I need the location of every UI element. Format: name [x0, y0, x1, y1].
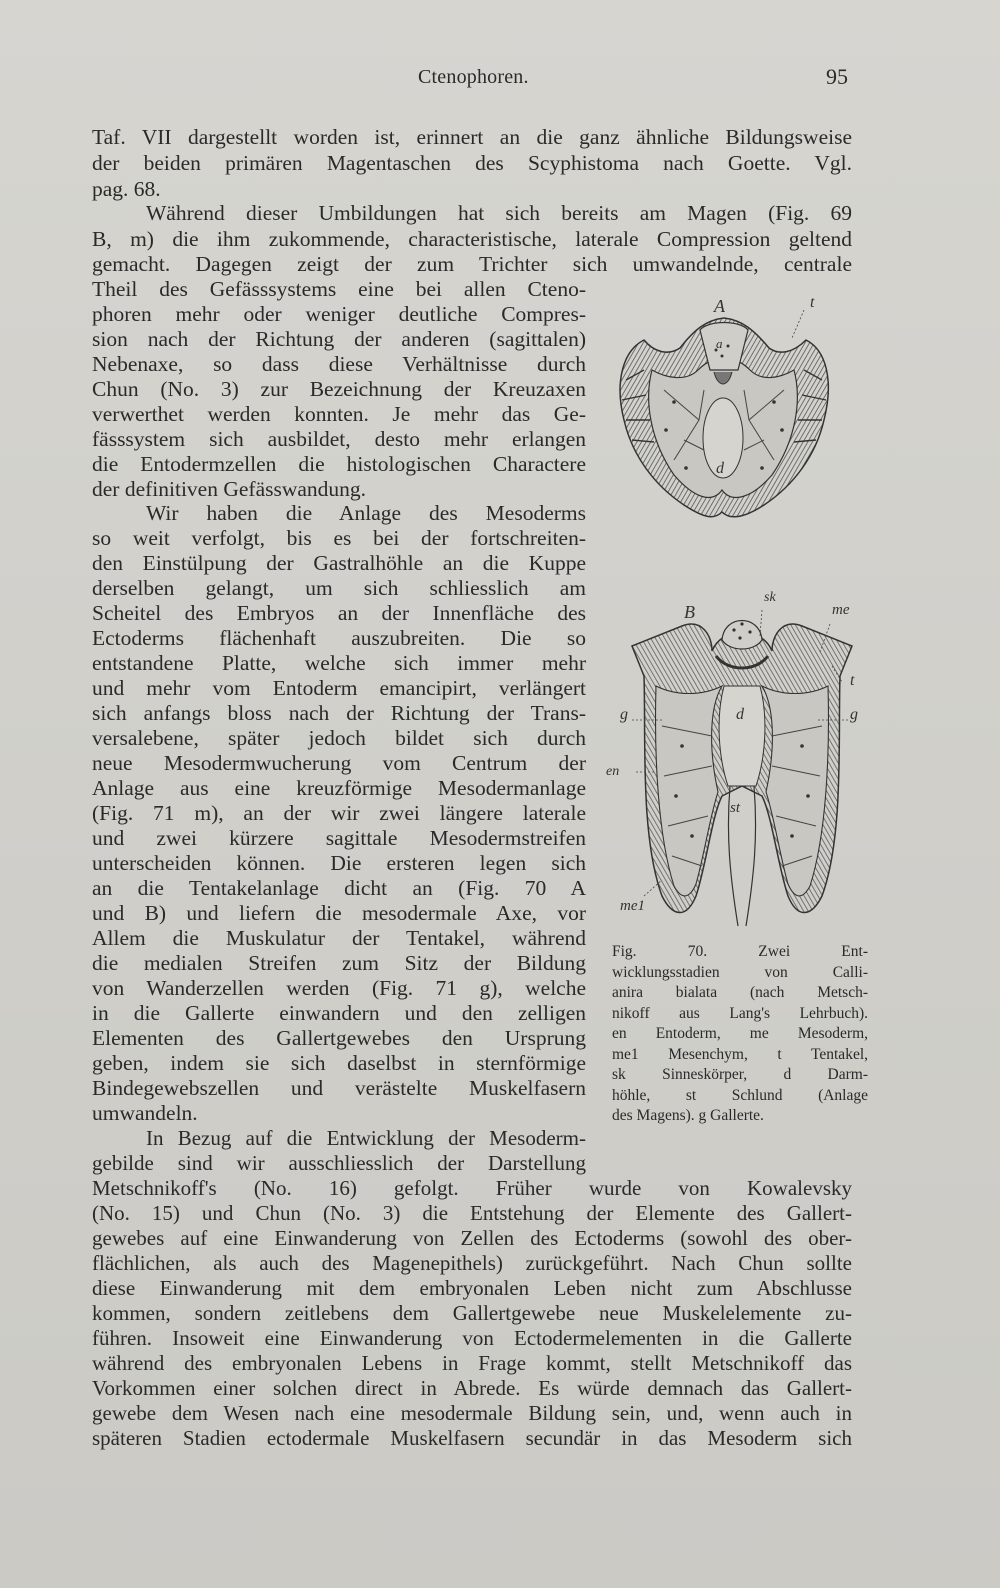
label-me: me — [832, 602, 850, 618]
label-g-right: g — [850, 706, 858, 723]
text-line: so weit verfolgt, bis es bei der fortschreiten- — [92, 526, 586, 550]
caption-line: anira bialata (nach Metsch- — [612, 984, 868, 1001]
figure-70-b-drawing — [612, 596, 874, 932]
figure-70-a-drawing — [604, 290, 844, 530]
text-line: Scheitel des Embryos an der Innenfläche des — [92, 601, 586, 625]
caption-line: nikoff aus Lang's Lehrbuch). — [612, 1004, 868, 1022]
text-line: sion nach der Richtung der anderen (sagittalen) — [92, 327, 586, 351]
text-line: die medialen Streifen zum Sitz der Bildung — [92, 951, 586, 975]
caption-line: en Entoderm, me Mesoderm, — [612, 1025, 868, 1042]
text-line: unterscheiden können. Die ersteren legen sich — [92, 851, 586, 875]
text-line: von Wanderzellen werden (Fig. 71 g), welche — [92, 976, 586, 1000]
page-number: 95 — [826, 64, 848, 89]
text-line: den Einstülpung der Gastralhöhle an die Kuppe — [92, 551, 586, 575]
text-line: gewebe dem Wesen nach eine mesodermale Bildung sein, und, wenn auch in — [92, 1401, 852, 1425]
text-line: Taf. VII dargestellt worden ist, erinnert an die ganz ähnliche Bildungsweise — [92, 125, 852, 149]
running-title: Ctenophoren. — [418, 66, 529, 88]
text-line: umwandeln. — [92, 1101, 198, 1125]
text-line: Elementen des Gallertgewebes den Ursprung — [92, 1026, 586, 1050]
text-line: der definitiven Gefässwandung. — [92, 477, 367, 501]
text-line: gebilde sind wir ausschliesslich der Darstellung — [92, 1151, 586, 1175]
text-line: Chun (No. 3) zur Bezeichnung der Kreuzaxen — [92, 377, 586, 401]
label-g-left: g — [620, 706, 628, 723]
figure-caption — [612, 942, 868, 1127]
text-line: in die Gallerte einwandern und den zelligen — [92, 1001, 586, 1025]
caption-line: Fig. 70. Zwei Ent- — [612, 943, 868, 960]
label-d-top: d — [716, 460, 724, 477]
text-line: Theil des Gefässsystems eine bei allen Cteno- — [92, 277, 586, 301]
text-line: verwerthet werden konnten. Je mehr das Ge- — [92, 402, 586, 426]
figure-70-a — [604, 290, 844, 530]
label-A: A — [714, 296, 725, 316]
text-line: Anlage aus eine kreuzförmige Mesodermanlage — [92, 776, 586, 800]
label-st: st — [730, 800, 741, 816]
caption-line: des Magens). g Gallerte. — [612, 1107, 764, 1124]
label-d-bottom: d — [736, 706, 744, 723]
text-line: und B) und liefern die mesodermale Axe, vor — [92, 901, 586, 925]
label-B: B — [684, 602, 695, 622]
text-line: entstandene Platte, welche sich immer mehr — [92, 651, 586, 675]
text-line: Ectoderms flächenhaft auszubreiten. Die so — [92, 626, 586, 650]
text-line: fässsystem sich ausbildet, desto mehr erlangen — [92, 427, 586, 451]
text-line: und mehr vom Entoderm emancipirt, verlängert — [92, 676, 586, 700]
text-line: Allem die Muskulatur der Tentakel, während — [92, 926, 586, 950]
text-line: (Fig. 71 m), an der wir zwei längere laterale — [92, 801, 586, 825]
caption-line: me1 Mesenchym, t Tentakel, — [612, 1045, 868, 1063]
label-t-top: t — [810, 294, 815, 311]
caption-line: sk Sinneskörper, d Darm- — [612, 1066, 868, 1083]
text-line: und zwei kürzere sagittale Mesodermstreifen — [92, 826, 586, 850]
text-line: während des embryonalen Lebens in Frage kommt, stellt Metschnikoff das — [92, 1351, 852, 1375]
label-me1: me1 — [620, 898, 645, 914]
text-line: derselben gelangt, um sich schliesslich am — [92, 576, 586, 600]
running-head — [0, 66, 1000, 96]
text-line: geben, indem sie sich daselbst in sternförmige — [92, 1051, 586, 1075]
text-line: an die Tentakelanlage dicht an (Fig. 70 A — [92, 876, 586, 900]
figure-70-b — [606, 590, 874, 932]
text-line: Bindegewebszellen und verästelte Muskelfasern — [92, 1076, 586, 1100]
text-line: pag. 68. — [92, 177, 161, 201]
text-line: Während dieser Umbildungen hat sich bereits am Magen (Fig. 69 — [146, 201, 852, 225]
text-line: gemacht. Dagegen zeigt der zum Trichter sich umwandelnde, centrale — [92, 252, 852, 276]
text-line: gewebes auf eine Einwanderung von Zellen des Ectoderms (sowohl des ober- — [92, 1226, 852, 1250]
text-line: kommen, sondern zeitlebens dem Gallertgewebe neue Muskelelemente zu- — [92, 1301, 852, 1325]
text-line: der beiden primären Magentaschen des Scyphistoma nach Goette. Vgl. — [92, 151, 852, 175]
label-a-inner: a — [716, 336, 723, 351]
text-line: sich anfangs bloss nach der Richtung der Trans- — [92, 701, 586, 725]
text-line: Wir haben die Anlage des Mesoderms — [146, 501, 586, 525]
caption-line: wicklungsstadien von Calli- — [612, 963, 868, 981]
text-line: In Bezug auf die Entwicklung der Mesoderm- — [146, 1126, 586, 1150]
text-line: neue Mesodermwucherung vom Centrum der — [92, 751, 586, 775]
text-line: versalebene, später jedoch bildet sich durch — [92, 726, 586, 750]
text-line: späteren Stadien ectodermale Muskelfasern secundär in das Mesoderm sich — [92, 1426, 852, 1450]
label-t-right: t — [850, 672, 855, 689]
text-line: die Entodermzellen die histologischen Charactere — [92, 452, 586, 476]
caption-line: höhle, st Schlund (Anlage — [612, 1086, 868, 1104]
text-line: (No. 15) und Chun (No. 3) die Entstehung der Elemente des Gallert- — [92, 1201, 852, 1225]
text-line: Nebenaxe, so dass diese Verhältnisse durch — [92, 352, 586, 376]
text-line: führen. Insoweit eine Einwanderung von Ectodermelementen in die Gallerte — [92, 1326, 852, 1350]
text-line: flächlichen, als auch des Magenepithels) zurückgeführt. Nach Chun sollte — [92, 1251, 852, 1275]
label-sk: sk — [764, 590, 776, 605]
text-line: Vorkommen einer solchen direct in Abrede. Es würde demnach das Gallert- — [92, 1376, 852, 1400]
text-line: diese Einwanderung mit dem embryonalen Leben nicht zum Abschlusse — [92, 1276, 852, 1300]
text-line: Metschnikoff's (No. 16) gefolgt. Früher wurde von Kowalevsky — [92, 1176, 852, 1200]
text-line: B, m) die ihm zukommende, characteristische, laterale Compression geltend — [92, 227, 852, 251]
label-en: en — [606, 764, 620, 779]
text-line: phoren mehr oder weniger deutliche Compres- — [92, 302, 586, 326]
